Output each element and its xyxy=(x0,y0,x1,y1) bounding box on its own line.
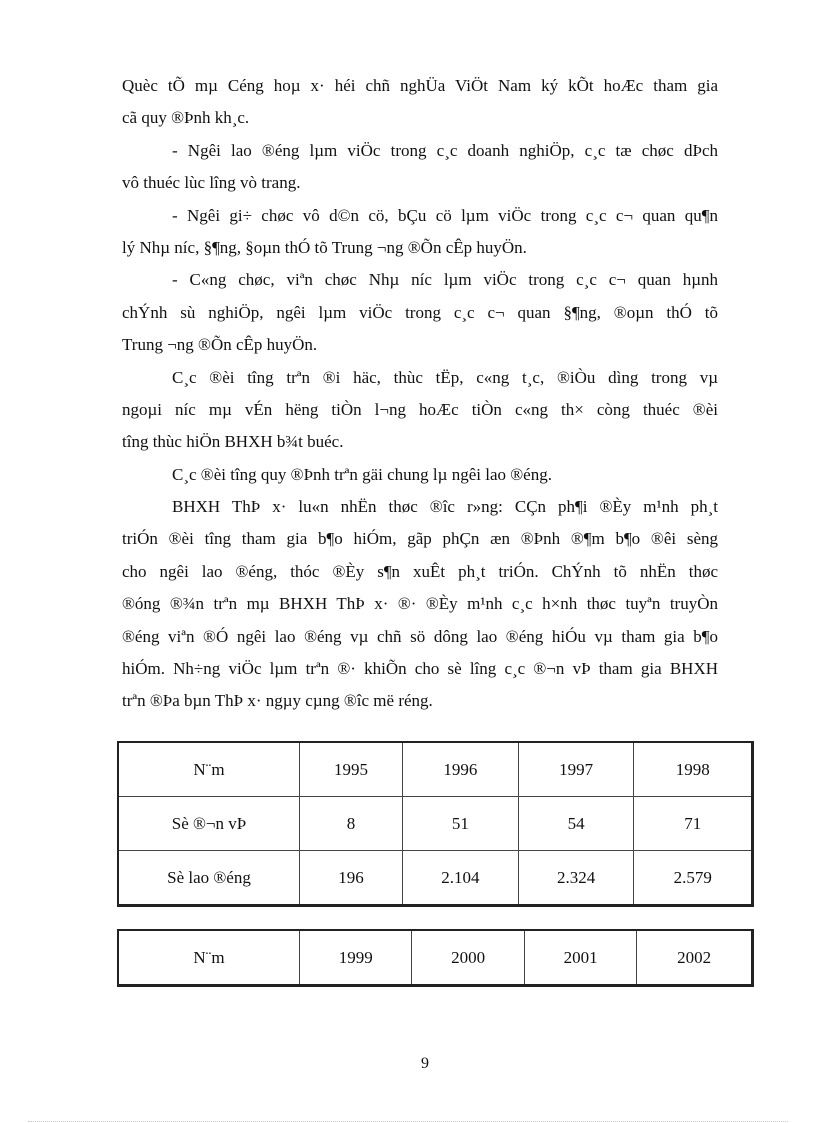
text-line: BHXH ThÞ x· lu«n nhËn thøc ®îc r»ng: CÇn ph¶i ®Èy m¹nh ph¸t xyxy=(172,497,718,517)
text-line: hiÓm. Nh÷ng viÖc lµm trªn ®· khiÕn cho sè lîng c¸c ®¬n vÞ tham gia BHXH xyxy=(122,659,718,679)
units-cell: 71 xyxy=(634,797,753,851)
text-line: ngoµi níc mµ vÉn hëng tiÒn l¬ng hoÆc tiÒn c«ng th× còng thuéc ®èi xyxy=(122,399,718,419)
table-row xyxy=(118,742,753,797)
body-text xyxy=(122,70,718,718)
text-line: C¸c ®èi tîng quy ®Þnh trªn gäi chung lµ ngêi lao ®éng. xyxy=(172,464,552,484)
year-header-cell: N¨m xyxy=(118,930,300,986)
text-line: ®óng ®¾n trªn mµ BHXH ThÞ x· ®· ®Èy m¹nh c¸c h×nh thøc tuyªn truyÒn xyxy=(122,594,718,614)
text-line: - Ngêi gi÷ chøc vô d©n cö, bÇu cö lµm viÖc trong c¸c c¬ quan qu¶n xyxy=(172,205,718,225)
units-cell: 54 xyxy=(518,797,634,851)
stats-table-1995-1998 xyxy=(117,741,754,907)
text-line: ®éng viªn ®Ó ngêi lao ®éng vµ chñ sö dông lao ®éng hiÓu vµ tham gia b¶o xyxy=(122,626,718,646)
workers-cell: 2.324 xyxy=(518,851,634,906)
text-line: Quèc tÕ mµ Céng hoµ x· héi chñ nghÜa ViÖt Nam ký kÕt hoÆc tham gia xyxy=(122,76,718,95)
text-line: Trung ¬ng ®Õn cÊp huyÖn. xyxy=(122,335,318,355)
text-line: vô thuéc lùc lîng vò trang. xyxy=(122,173,301,193)
year-cell: 1997 xyxy=(518,742,634,797)
page-number: 9 xyxy=(421,1055,429,1072)
workers-cell: 2.104 xyxy=(403,851,519,906)
text-line: C¸c ®èi tîng trªn ®i häc, thùc tËp, c«ng t¸c, ®iÒu dìng trong vµ xyxy=(172,367,718,387)
year-cell: 1998 xyxy=(634,742,753,797)
units-cell: 51 xyxy=(403,797,519,851)
text-line: tîng thùc hiÖn BHXH b¾t buéc. xyxy=(122,432,344,452)
text-line: cã quy ®Þnh kh¸c. xyxy=(122,108,250,128)
table-row xyxy=(118,930,753,986)
text-line: chÝnh sù nghiÖp, ngêi lµm viÖc trong c¸c c¬ quan §¶ng, ®oµn thÓ tõ xyxy=(122,302,718,322)
units-cell: 8 xyxy=(300,797,403,851)
units-header-cell: Sè ®¬n vÞ xyxy=(118,797,300,851)
page-border-divider xyxy=(28,1121,788,1122)
workers-cell: 2.579 xyxy=(634,851,753,906)
year-cell: 2002 xyxy=(637,930,753,986)
table-row xyxy=(118,851,753,906)
year-cell: 1996 xyxy=(403,742,519,797)
year-cell: 1999 xyxy=(300,930,412,986)
workers-header-cell: Sè lao ®éng xyxy=(118,851,300,906)
year-header-cell: N¨m xyxy=(118,742,300,797)
text-line: cho ngêi lao ®éng, thóc ®Èy s¶n xuÊt ph¸t triÓn. ChÝnh tõ nhËn thøc xyxy=(122,561,718,581)
text-line: - Ngêi lao ®éng lµm viÖc trong c¸c doanh nghiÖp, c¸c tæ chøc dÞch xyxy=(172,140,718,160)
year-cell: 2000 xyxy=(412,930,524,986)
year-cell: 1995 xyxy=(300,742,403,797)
text-line: - C«ng chøc, viªn chøc Nhµ níc lµm viÖc trong c¸c c¬ quan hµnh xyxy=(172,270,718,290)
text-line: triÓn ®èi tîng tham gia b¶o hiÓm, gãp phÇn æn ®Þnh ®¶m b¶o ®êi sèng xyxy=(122,529,718,549)
stats-table-1999-2002 xyxy=(117,929,754,987)
text-line: lý Nhµ níc, §¶ng, §oµn thÓ tõ Trung ¬ng ®Õn cÊp huyÖn. xyxy=(122,237,527,257)
year-cell: 2001 xyxy=(524,930,636,986)
text-line: trªn ®Þa bµn ThÞ x· ngµy cµng ®îc më réng. xyxy=(122,691,433,711)
workers-cell: 196 xyxy=(300,851,403,906)
table-row xyxy=(118,797,753,851)
